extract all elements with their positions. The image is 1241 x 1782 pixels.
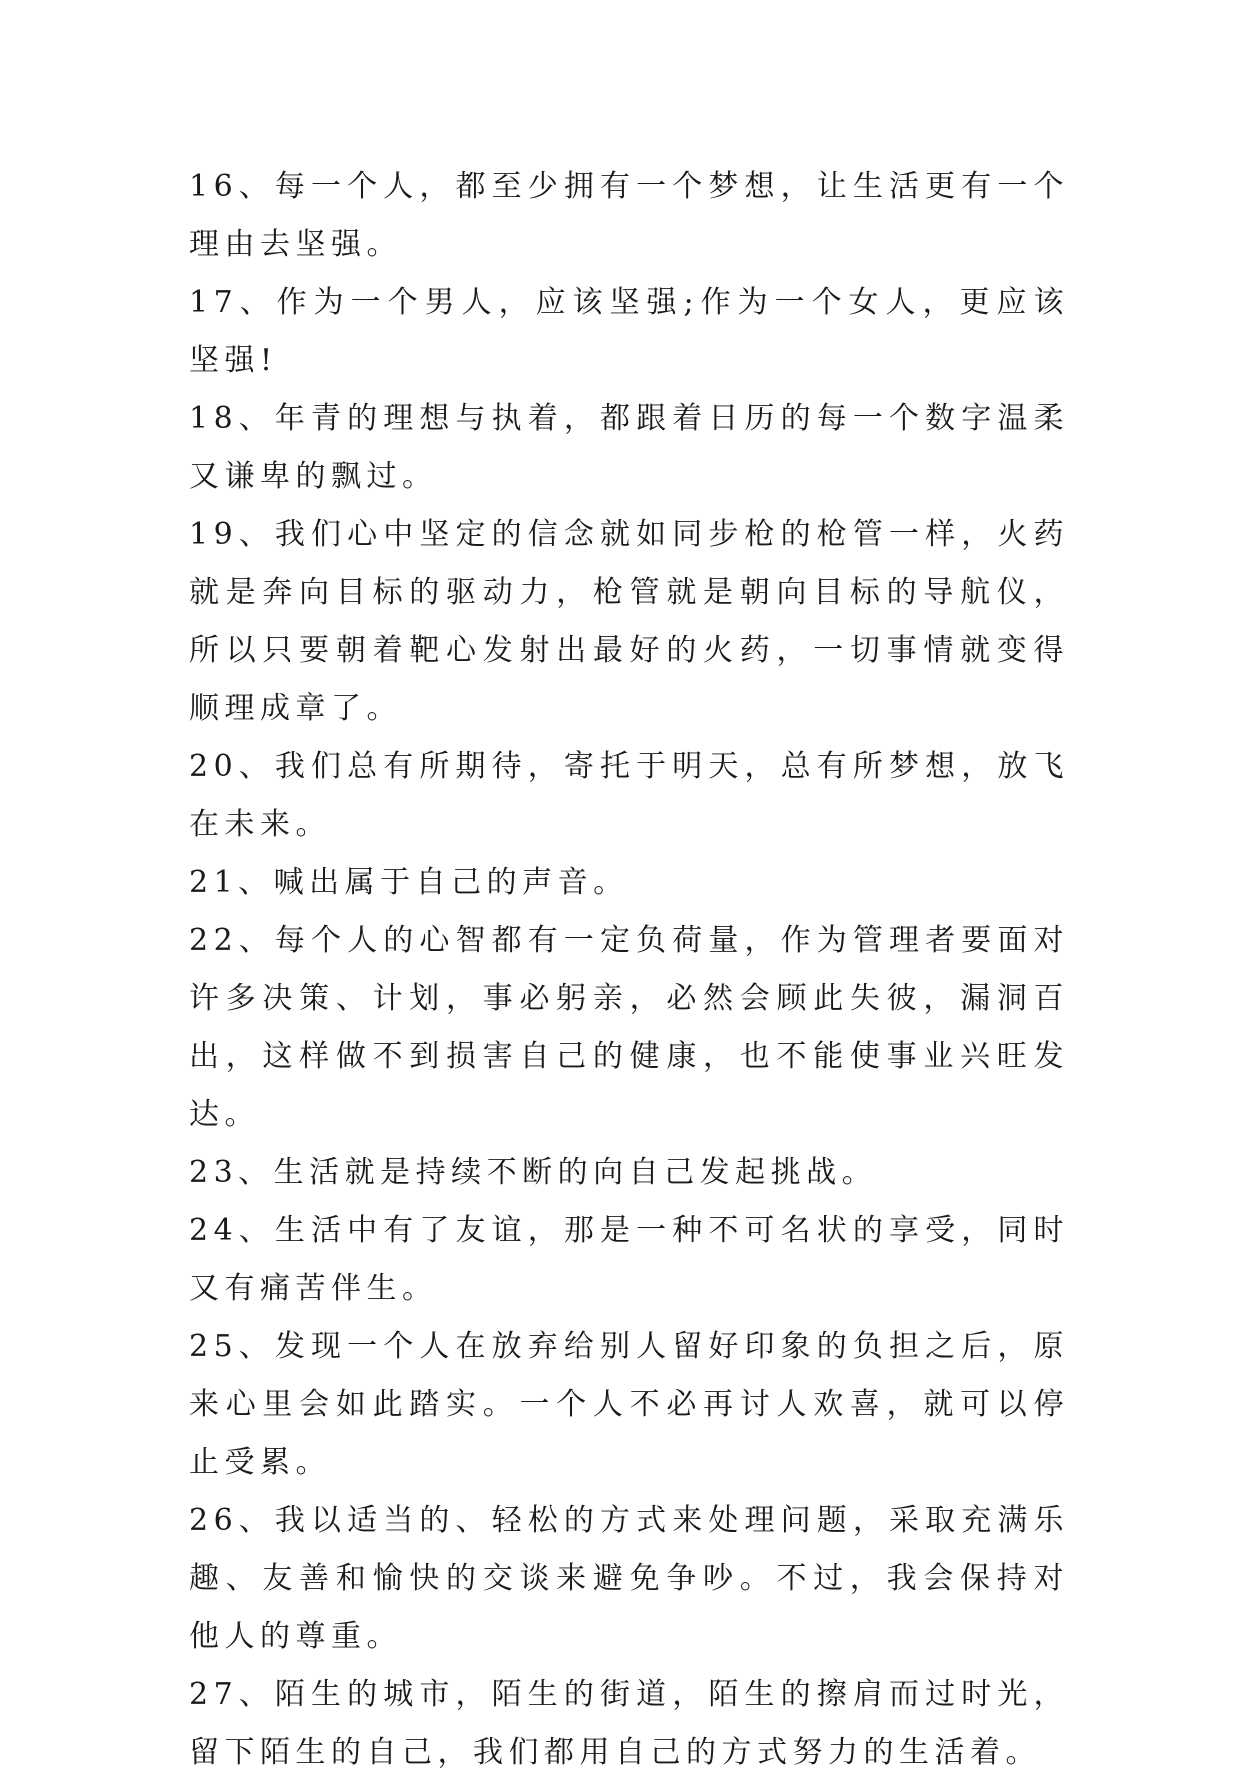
entry-19: 19、我们心中坚定的信念就如同步枪的枪管一样，火药就是奔向目标的驱动力，枪管就是朝向目标的导航仪，所以只要朝着靶心发射出最好的火药，一切事情就变得顺理成章了。	[189, 517, 1069, 726]
document-page	[189, 158, 1069, 1782]
entry-21: 21、喊出属于自己的声音。	[189, 865, 629, 900]
entry-26: 26、我以适当的、轻松的方式来处理问题，采取充满乐趣、友善和愉快的交谈来避免争吵。不过，我会保持对他人的尊重。	[189, 1503, 1069, 1654]
entry-25: 25、发现一个人在放弃给别人留好印象的负担之后，原来心里会如此踏实。一个人不必再讨人欢喜，就可以停止受累。	[189, 1329, 1069, 1480]
entry-24: 24、生活中有了友谊，那是一种不可名状的享受，同时又有痛苦伴生。	[189, 1213, 1069, 1306]
entry-23: 23、生活就是持续不断的向自己发起挑战。	[189, 1155, 878, 1190]
entry-18: 18、年青的理想与执着，都跟着日历的每一个数字温柔又谦卑的飘过。	[189, 401, 1069, 494]
entry-27: 27、陌生的城市，陌生的街道，陌生的擦肩而过时光，留下陌生的自己，我们都用自己的方式努力的生活着。	[189, 1677, 1069, 1770]
entry-20: 20、我们总有所期待，寄托于明天，总有所梦想，放飞在未来。	[189, 749, 1069, 842]
entry-22: 22、每个人的心智都有一定负荷量，作为管理者要面对许多决策、计划，事必躬亲，必然会顾此失彼，漏洞百出，这样做不到损害自己的健康，也不能使事业兴旺发达。	[189, 923, 1069, 1132]
entry-17: 17、作为一个男人，应该坚强;作为一个女人，更应该坚强!	[189, 285, 1069, 378]
entry-16: 16、每一个人，都至少拥有一个梦想，让生活更有一个理由去坚强。	[189, 169, 1069, 262]
